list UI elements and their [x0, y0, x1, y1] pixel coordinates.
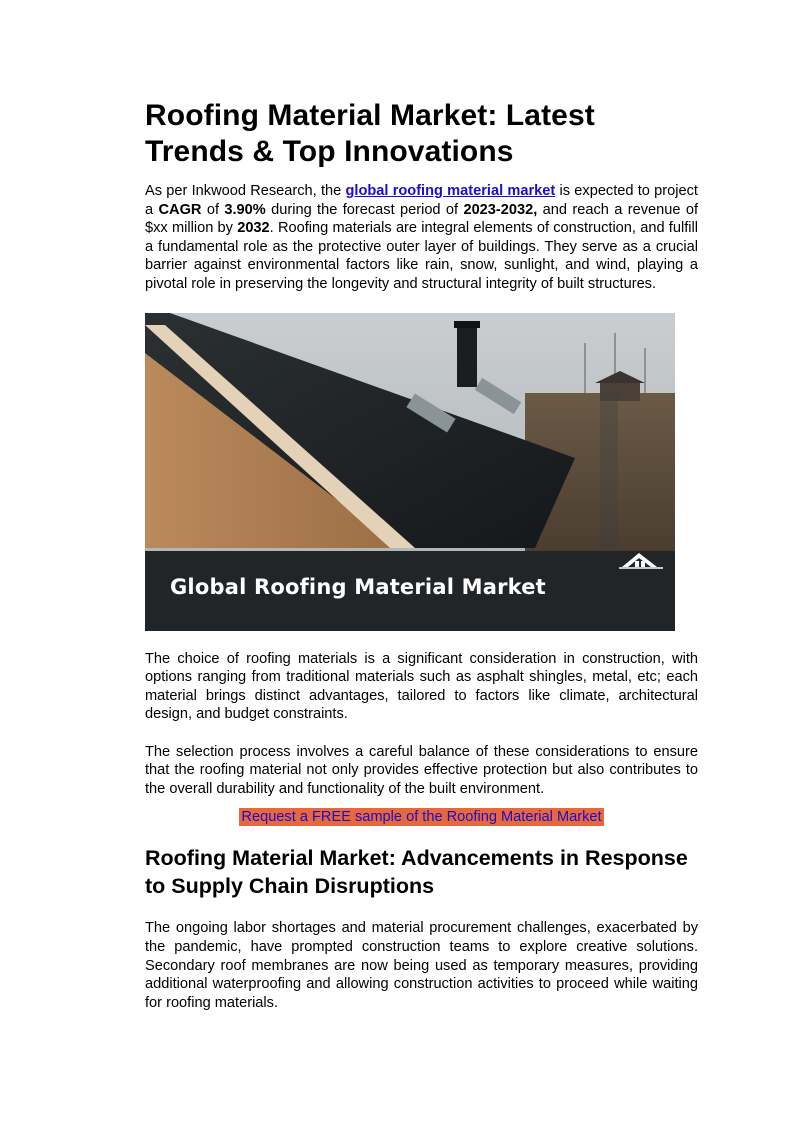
intro-period-text: during the forecast period of: [265, 201, 464, 218]
roof-logo-icon: [617, 547, 667, 571]
forecast-period: 2023-2032,: [463, 201, 538, 218]
intro-paragraph: [145, 182, 698, 294]
document-page: [145, 98, 698, 1012]
intro-rest: . Roofing materials are integral elements of construction, and fulfill a fundamental role as the protective outer layer of buildings. They serve as a crucial barrier against environmental factors like rain, snow, sunlight, and wind, playing a pivotal role in preserving the longevity and structural integrity of built structures.: [145, 220, 698, 292]
cta-container: [145, 808, 698, 826]
market-report-link[interactable]: global roofing material market: [345, 183, 556, 199]
cagr-value: 3.90%: [224, 201, 266, 218]
intro-revenue-text: and reach a revenue of $xx million by: [145, 201, 699, 237]
forecast-year: 2032: [237, 220, 270, 237]
materials-paragraph: The choice of roofing materials is a significant consideration in construction, with options ranging from traditional materials such as asphalt shingles, metal, etc; each material brings distinct advantages, tailored to factors like climate, architectural design, and budget constraints.: [145, 650, 698, 723]
image-banner-title: Global Roofing Material Market: [170, 574, 546, 599]
request-sample-link[interactable]: Request a FREE sample of the Roofing Material Market: [241, 809, 602, 826]
section-heading: Roofing Material Market: Advancements in Response to Supply Chain Disruptions: [145, 846, 688, 899]
hero-image: [145, 313, 675, 631]
intro-before-link: As per Inkwood Research, the: [145, 183, 346, 199]
selection-paragraph: The selection process involves a careful balance of these considerations to ensure that the roofing material not only provides effective protection but also contributes to the overall durability and functionality of the built environment.: [145, 743, 698, 797]
intro-of-text: of: [201, 201, 225, 218]
article-title: Roofing Material Market: Latest Trends & Top Innovations: [145, 99, 595, 168]
intro-after-link: is expected to project a: [145, 183, 698, 218]
supply-chain-paragraph: The ongoing labor shortages and material procurement challenges, exacerbated by the pandemic, have prompted construction teams to explore creative solutions. Secondary roof membranes are now being used as temporary measures, providing additional waterproofing and allowing construction activities to proceed while waiting for roofing materials.: [145, 920, 698, 1011]
cagr-label: CAGR: [158, 201, 202, 218]
